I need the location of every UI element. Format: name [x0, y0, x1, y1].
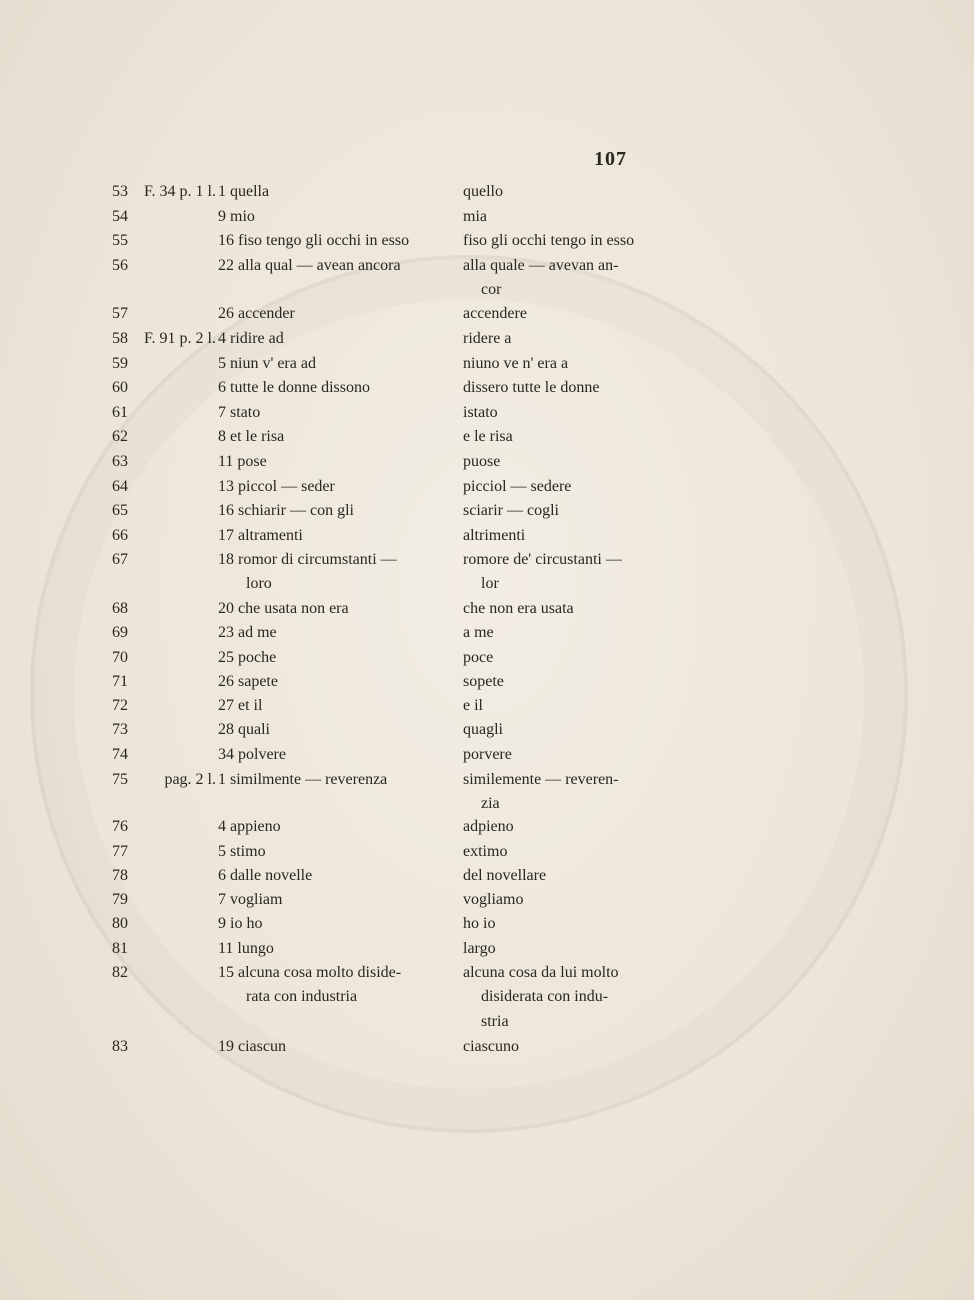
corrected-text: romore de' circustanti — [463, 551, 622, 568]
erroneous-text: romor di circumstanti — [238, 551, 397, 568]
erroneous-reading [218, 450, 454, 474]
erroneous-text: niun v' era ad [230, 355, 316, 372]
erroneous-reading [218, 937, 454, 961]
erroneous-text: alla qual — avean ancora [238, 257, 401, 274]
entry-number: 69 [112, 624, 128, 641]
entry-number: 53 [112, 183, 128, 200]
errata-row [0, 1035, 974, 1083]
entry-number: 62 [112, 428, 128, 445]
entry-number: 55 [112, 232, 128, 249]
erroneous-reading [218, 205, 454, 229]
corrected-text: similemente — reveren- [463, 771, 619, 788]
line-number: 1 [218, 183, 226, 200]
entry-number: 83 [112, 1038, 128, 1055]
corrected-reading [463, 864, 667, 888]
erroneous-text: stato [230, 404, 261, 421]
line-number: 25 [218, 649, 234, 666]
corrected-reading [463, 499, 667, 523]
line-number: 15 [218, 964, 234, 981]
corrected-text: quagli [463, 721, 503, 738]
corrected-text: largo [463, 940, 496, 957]
line-number: 13 [218, 478, 234, 495]
corrected-reading [463, 205, 667, 229]
corrected-text: mia [463, 208, 487, 225]
erroneous-text: stimo [230, 843, 266, 860]
entry-number: 66 [112, 527, 128, 544]
erroneous-reading [218, 499, 454, 523]
entry-number: 70 [112, 649, 128, 666]
line-number: 6 [218, 379, 226, 396]
corrected-reading [463, 425, 667, 449]
corrected-reading [463, 646, 667, 670]
erroneous-reading [218, 718, 454, 742]
erroneous-text: io ho [230, 915, 263, 932]
corrected-text: dissero tutte le donne [463, 379, 600, 396]
entry-number: 73 [112, 721, 128, 738]
corrected-reading [463, 475, 667, 499]
erroneous-text: sapete [238, 673, 278, 690]
erroneous-reading [218, 302, 454, 326]
erroneous-reading [218, 840, 454, 864]
corrected-reading [463, 888, 667, 912]
line-number: 4 [218, 818, 226, 835]
entry-location: F. 34 p. 1 l. [143, 183, 216, 200]
corrected-text-continuation: stria [481, 1013, 509, 1030]
corrected-text: e il [463, 697, 483, 714]
erroneous-reading [218, 646, 454, 670]
erroneous-reading [218, 524, 454, 548]
erroneous-text: quali [238, 721, 270, 738]
corrected-reading [463, 229, 667, 253]
corrected-reading [463, 912, 667, 936]
entry-number: 71 [112, 673, 128, 690]
erroneous-reading [218, 815, 454, 839]
line-number: 5 [218, 355, 226, 372]
erroneous-text: ad me [238, 624, 277, 641]
entry-number: 82 [112, 964, 128, 981]
line-number: 26 [218, 673, 234, 690]
entry-number: 64 [112, 478, 128, 495]
entry-number: 81 [112, 940, 128, 957]
erroneous-reading [218, 912, 454, 936]
corrected-text: accendere [463, 305, 527, 322]
line-number: 18 [218, 551, 234, 568]
corrected-reading [463, 302, 667, 326]
erroneous-text: che usata non era [238, 600, 349, 617]
corrected-text: adpieno [463, 818, 514, 835]
corrected-text: istato [463, 404, 498, 421]
erroneous-reading [218, 961, 454, 1009]
line-number: 19 [218, 1038, 234, 1055]
line-number: 8 [218, 428, 226, 445]
erroneous-text: similmente — reverenza [230, 771, 388, 788]
corrected-reading [463, 718, 667, 742]
erroneous-text: ridire ad [230, 330, 284, 347]
erroneous-reading [218, 475, 454, 499]
corrected-reading [463, 815, 667, 839]
corrected-text: fiso gli occhi tengo in esso [463, 232, 635, 249]
corrected-reading [463, 376, 667, 400]
errata-row [0, 768, 974, 816]
erroneous-text: polvere [238, 746, 286, 763]
line-number: 4 [218, 330, 226, 347]
corrected-text-continuation: lor [481, 575, 499, 592]
corrected-text: ho io [463, 915, 496, 932]
line-number: 6 [218, 867, 226, 884]
entry-number: 68 [112, 600, 128, 617]
line-number: 20 [218, 600, 234, 617]
corrected-text: vogliamo [463, 891, 524, 908]
line-number: 27 [218, 697, 234, 714]
erroneous-text: ciascun [238, 1038, 286, 1055]
erroneous-reading [218, 768, 454, 792]
line-number: 9 [218, 915, 226, 932]
corrected-text: e le risa [463, 428, 513, 445]
errata-row [0, 548, 974, 596]
entry-number: 57 [112, 305, 128, 322]
corrected-reading [463, 768, 667, 816]
erroneous-reading [218, 425, 454, 449]
errata-row [0, 961, 974, 1009]
erroneous-text-continuation: rata con industria [246, 988, 358, 1005]
erroneous-reading [218, 743, 454, 767]
line-number: 28 [218, 721, 234, 738]
erroneous-reading [218, 888, 454, 912]
corrected-reading [463, 961, 667, 1009]
entry-number: 76 [112, 818, 128, 835]
corrected-text: extimo [463, 843, 508, 860]
entry-number: 74 [112, 746, 128, 763]
erroneous-reading [218, 864, 454, 888]
erroneous-reading [218, 670, 454, 694]
corrected-reading [463, 180, 667, 204]
line-number: 22 [218, 257, 234, 274]
corrected-reading [463, 597, 667, 621]
corrected-reading [463, 524, 667, 548]
erroneous-text: et il [238, 697, 263, 714]
line-number: 17 [218, 527, 234, 544]
corrected-text: niuno ve n' era a [463, 355, 569, 372]
erroneous-text: piccol — seder [238, 478, 335, 495]
errata-row [0, 254, 974, 302]
erroneous-reading [218, 376, 454, 400]
corrected-text: del novellare [463, 867, 547, 884]
entry-location: pag. 2 l. [164, 771, 216, 788]
corrected-reading [463, 548, 667, 596]
erroneous-text: lungo [237, 940, 274, 957]
erroneous-text-continuation: loro [246, 575, 272, 592]
line-number: 9 [218, 208, 226, 225]
corrected-text: ridere a [463, 330, 512, 347]
line-number: 11 [218, 453, 234, 470]
entry-number: 60 [112, 379, 128, 396]
erroneous-text: alcuna cosa molto diside- [238, 964, 402, 981]
entry-number: 58 [112, 330, 128, 347]
erroneous-reading [218, 327, 454, 351]
corrected-text: sciarir — cogli [463, 502, 559, 519]
corrected-reading [463, 401, 667, 425]
erroneous-reading [218, 401, 454, 425]
corrected-reading [463, 1010, 667, 1034]
erroneous-reading [218, 1035, 454, 1059]
erroneous-reading [218, 694, 454, 718]
entry-number: 56 [112, 257, 128, 274]
corrected-text: puose [463, 453, 501, 470]
corrected-reading [463, 937, 667, 961]
erroneous-text: mio [230, 208, 255, 225]
entry-number: 79 [112, 891, 128, 908]
corrected-reading [463, 743, 667, 767]
corrected-reading [463, 840, 667, 864]
entry-number: 65 [112, 502, 128, 519]
line-number: 16 [218, 502, 234, 519]
corrected-text: a me [463, 624, 494, 641]
entry-number: 54 [112, 208, 128, 225]
erroneous-text: vogliam [230, 891, 283, 908]
corrected-text: alla quale — avevan an- [463, 257, 619, 274]
erroneous-text: accender [238, 305, 295, 322]
corrected-reading [463, 254, 667, 302]
entry-number: 63 [112, 453, 128, 470]
line-number: 34 [218, 746, 234, 763]
corrected-text-continuation: zia [481, 795, 500, 812]
corrected-text: che non era usata [463, 600, 574, 617]
entry-number: 78 [112, 867, 128, 884]
line-number: 16 [218, 232, 234, 249]
corrected-reading [463, 694, 667, 718]
erroneous-reading [218, 180, 454, 204]
line-number: 11 [218, 940, 234, 957]
erroneous-reading [218, 548, 454, 596]
erroneous-text: pose [237, 453, 267, 470]
corrected-text-continuation: disiderata con indu- [481, 988, 609, 1005]
erroneous-text: schiarir — con gli [238, 502, 354, 519]
corrected-reading [463, 352, 667, 376]
line-number: 1 [218, 771, 226, 788]
line-number: 7 [218, 891, 226, 908]
erroneous-text: quella [230, 183, 270, 200]
erroneous-text: altramenti [238, 527, 303, 544]
entry-number: 77 [112, 843, 128, 860]
entry-location: F. 91 p. 2 l. [143, 330, 216, 347]
erroneous-reading [218, 254, 454, 278]
erroneous-reading [218, 229, 454, 253]
line-number: 23 [218, 624, 234, 641]
corrected-text: ciascuno [463, 1038, 519, 1055]
erroneous-text: appieno [230, 818, 281, 835]
erroneous-text: poche [238, 649, 277, 666]
corrected-reading [463, 621, 667, 645]
corrected-text: sopete [463, 673, 504, 690]
entry-number: 59 [112, 355, 128, 372]
entry-number: 67 [112, 551, 128, 568]
corrected-reading [463, 670, 667, 694]
corrected-reading [463, 327, 667, 351]
entry-number: 80 [112, 915, 128, 932]
line-number: 7 [218, 404, 226, 421]
line-number: 5 [218, 843, 226, 860]
corrected-text: quello [463, 183, 503, 200]
erroneous-text: tutte le donne dissono [230, 379, 370, 396]
erroneous-reading [218, 597, 454, 621]
corrected-text: picciol — sedere [463, 478, 572, 495]
line-number: 26 [218, 305, 234, 322]
entry-number: 72 [112, 697, 128, 714]
page-number: 107 [594, 148, 627, 170]
erroneous-text: fiso tengo gli occhi in esso [238, 232, 410, 249]
corrected-text-continuation: cor [481, 281, 502, 298]
entry-number: 61 [112, 404, 128, 421]
erroneous-reading [218, 621, 454, 645]
erroneous-text: dalle novelle [230, 867, 313, 884]
erroneous-reading [218, 352, 454, 376]
corrected-reading [463, 1035, 667, 1059]
entry-number: 75 [112, 771, 128, 788]
erroneous-text: et le risa [230, 428, 285, 445]
corrected-text: alcuna cosa da lui molto [463, 964, 619, 981]
corrected-text: poce [463, 649, 494, 666]
corrected-text: porvere [463, 746, 512, 763]
corrected-reading [463, 450, 667, 474]
corrected-text: altrimenti [463, 527, 526, 544]
